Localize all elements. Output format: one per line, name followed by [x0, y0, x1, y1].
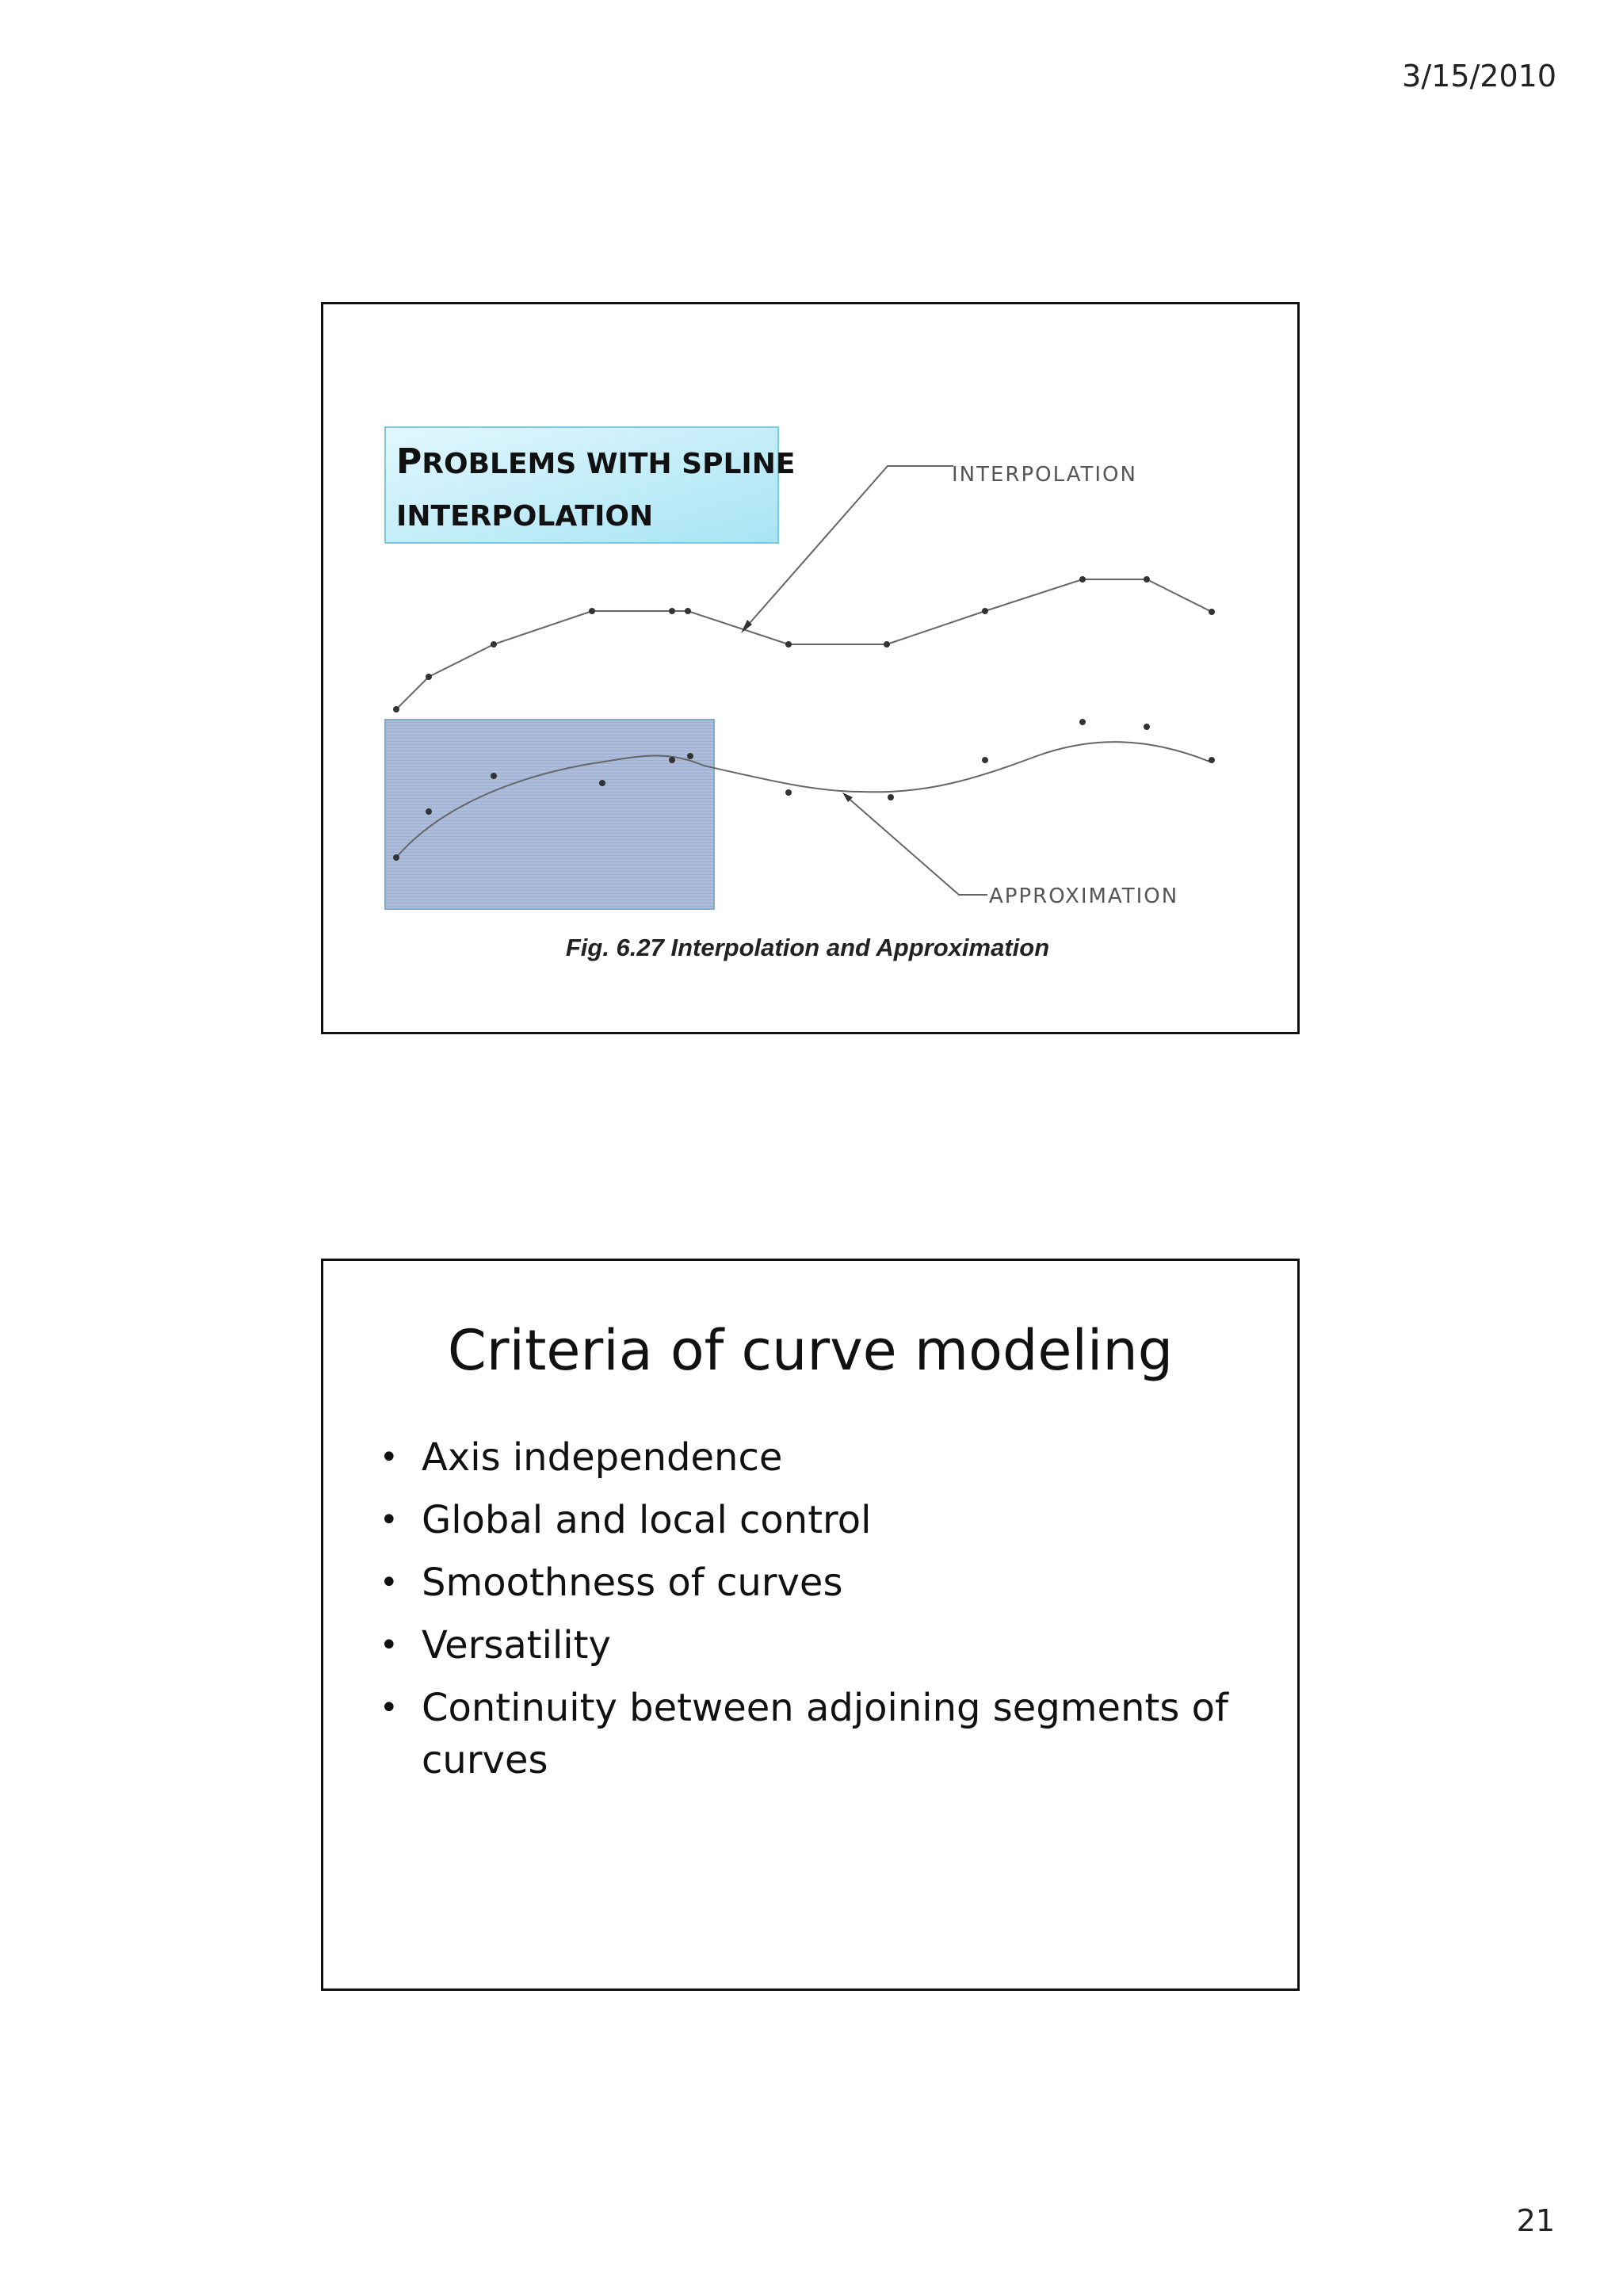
bullet-icon: • — [380, 1439, 399, 1476]
bullet-icon: • — [380, 1690, 399, 1726]
criteria-item — [375, 1494, 1247, 1546]
approx-point — [426, 808, 432, 815]
approx-point — [669, 757, 675, 763]
title-line1 — [396, 441, 796, 482]
title-line2: INTERPOLATION — [396, 500, 654, 533]
page-number: 21 — [1516, 2203, 1555, 2238]
approx-point — [599, 780, 605, 786]
interp-point — [1079, 576, 1086, 583]
criteria-item-text: Axis independence — [422, 1435, 783, 1480]
approx-point — [687, 753, 693, 759]
label-approximation: APPROXIMATION — [989, 884, 1179, 908]
slide-interpolation-figure — [321, 302, 1300, 1034]
approx-point — [1079, 719, 1086, 725]
criteria-item-text: Versatility — [422, 1623, 611, 1668]
interp-point — [1209, 609, 1215, 615]
interp-point — [393, 706, 399, 712]
interp-point — [491, 641, 497, 648]
interp-point — [982, 608, 988, 614]
criteria-item — [375, 1431, 1247, 1484]
label-interpolation: INTERPOLATION — [952, 463, 1137, 487]
criteria-item — [375, 1682, 1247, 1786]
page-date: 3/15/2010 — [1402, 59, 1556, 94]
criteria-item-text: Continuity between adjoining segments of curves — [422, 1686, 1228, 1782]
title-line1-rest: ROBLEMS WITH SPLINE — [422, 448, 796, 480]
interp-point — [685, 608, 691, 614]
approx-point — [982, 757, 988, 763]
interpolation-curve — [396, 579, 1212, 709]
bullet-icon: • — [380, 1502, 399, 1538]
criteria-item-text: Global and local control — [422, 1498, 872, 1542]
interp-point — [426, 674, 432, 680]
criteria-item — [375, 1557, 1247, 1609]
approximation-leader — [846, 796, 987, 895]
approx-point — [785, 789, 792, 796]
slide-title: Criteria of curve modeling — [447, 1318, 1174, 1383]
figure-caption: Fig. 6.27 Interpolation and Approximation — [565, 934, 1050, 961]
criteria-item-text: Smoothness of curves — [422, 1561, 843, 1605]
approx-point — [1144, 724, 1150, 730]
approx-point — [888, 794, 894, 800]
interpolation-figure — [323, 304, 1297, 1032]
title-line1-initial: P — [396, 441, 422, 482]
interp-point — [1144, 576, 1150, 583]
slide-criteria — [321, 1259, 1300, 1991]
highlight-box — [385, 720, 714, 909]
interp-point — [669, 608, 675, 614]
bullet-icon: • — [380, 1627, 399, 1664]
criteria-list — [375, 1431, 1247, 1797]
approx-point — [491, 773, 497, 779]
interp-point — [884, 641, 890, 648]
approx-point — [1209, 757, 1215, 763]
criteria-item — [375, 1619, 1247, 1671]
approx-point — [393, 854, 399, 861]
interp-point — [785, 641, 792, 648]
interp-point — [589, 608, 595, 614]
bullet-icon: • — [380, 1564, 399, 1601]
